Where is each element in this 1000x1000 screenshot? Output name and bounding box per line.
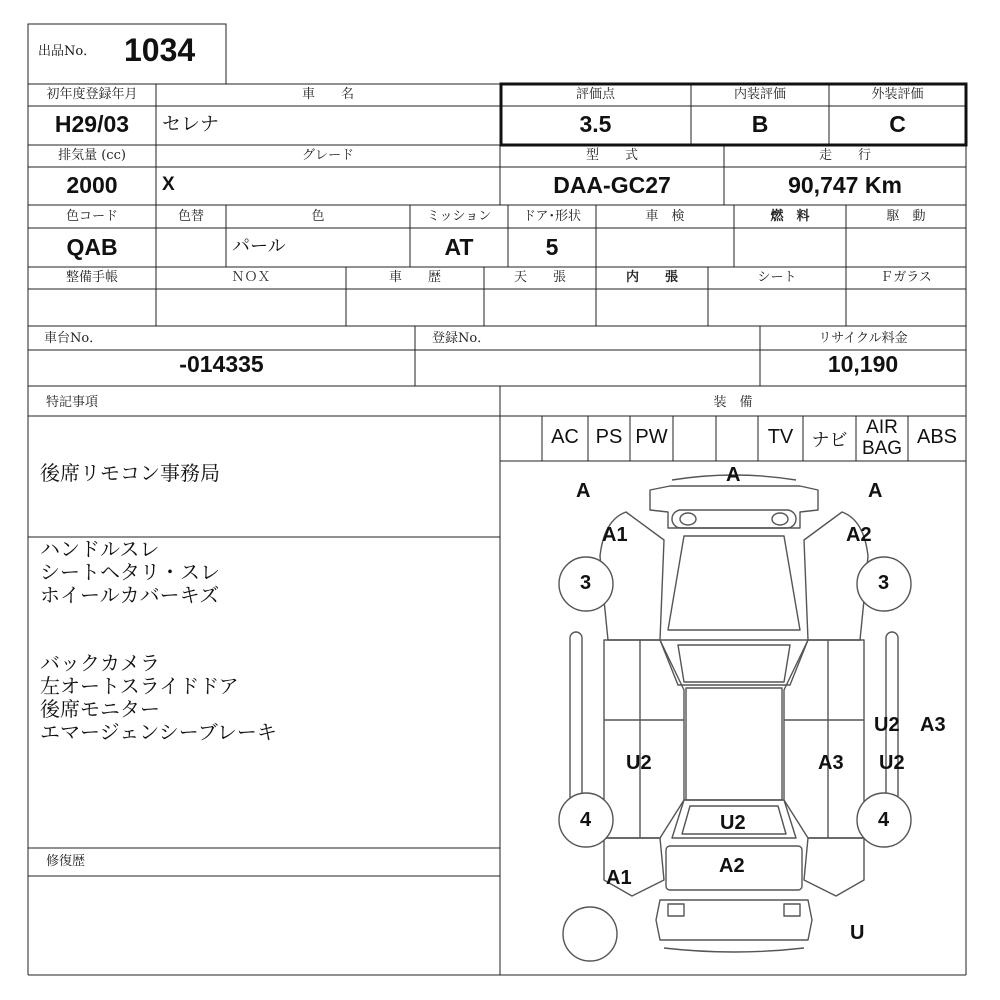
ceiling-label: 天 張 bbox=[513, 270, 566, 285]
exterior-grade-value: C bbox=[889, 111, 906, 137]
equip-tv: TV bbox=[767, 426, 794, 448]
nox-label: ＮＯＸ bbox=[231, 270, 271, 285]
windshield bbox=[660, 640, 808, 685]
mark-front-center: A bbox=[726, 464, 741, 486]
mark-rear-left-tire: 4 bbox=[580, 809, 592, 831]
mark-rear-glass: U2 bbox=[720, 812, 746, 834]
model-code-label: 型 式 bbox=[585, 148, 638, 163]
chassis-number-value: -014335 bbox=[179, 351, 264, 377]
mileage-value: 90,747 Km bbox=[788, 172, 902, 198]
front-glass-label: Ｆガラス bbox=[880, 270, 932, 285]
mark-front-right: A bbox=[868, 480, 883, 502]
score-value: 3.5 bbox=[579, 111, 612, 137]
color-value: パール bbox=[232, 236, 286, 257]
mark-right-door-u2: U2 bbox=[874, 714, 900, 736]
grade-value: X bbox=[162, 174, 175, 195]
mark-rear-bumper: U bbox=[850, 922, 865, 944]
spare-tire bbox=[563, 907, 617, 961]
grade-label: グレード bbox=[301, 148, 354, 163]
roof-outline bbox=[686, 688, 782, 800]
repaint-label: 色替 bbox=[177, 209, 204, 224]
seat-label: シート bbox=[757, 270, 797, 285]
equip-navi: ナビ bbox=[811, 430, 848, 451]
door-label: ドア･形状 bbox=[522, 209, 582, 224]
registration-number-label: 登録No． bbox=[432, 331, 491, 346]
repair-history-label: 修復歴 bbox=[46, 854, 86, 869]
equip-airbag: AIR BAG bbox=[861, 417, 903, 459]
equip-ac: AC bbox=[551, 426, 579, 448]
recycle-fee-label: リサイクル料金 bbox=[818, 331, 908, 346]
fuel-label: 燃 料 bbox=[770, 209, 810, 224]
drive-label: 駆 動 bbox=[886, 209, 926, 224]
mark-left-front-fender: A1 bbox=[602, 524, 628, 546]
reg-date-label: 初年度登録年月 bbox=[46, 87, 138, 102]
right-rear-fender bbox=[804, 838, 864, 896]
color-code-value: QAB bbox=[66, 234, 118, 260]
mark-front-right-tire: 3 bbox=[878, 572, 890, 594]
left-step bbox=[570, 632, 582, 808]
maintenance-record-label: 整備手帳 bbox=[65, 270, 118, 285]
equipment-label: 装 備 bbox=[713, 395, 753, 410]
equip-ps: PS bbox=[595, 426, 623, 448]
displacement-value: 2000 bbox=[66, 172, 118, 198]
mark-right-front-fender: A2 bbox=[846, 524, 872, 546]
lot-number: 1034 bbox=[124, 32, 196, 68]
equip-abs: ABS bbox=[916, 426, 958, 448]
equipment-notes: バックカメラ 左オートスライドドア 後席モニター エマージェンシーブレーキ bbox=[40, 651, 277, 744]
lot-number-box bbox=[28, 24, 226, 84]
mark-left-door-u2: U2 bbox=[626, 752, 652, 774]
exterior-grade-label: 外装評価 bbox=[871, 87, 924, 102]
interior-grade-value: B bbox=[751, 111, 769, 137]
model-code-value: DAA-GC27 bbox=[553, 172, 671, 198]
mileage-label: 走 行 bbox=[818, 148, 871, 163]
door-value: 5 bbox=[545, 234, 559, 260]
transmission-value: AT bbox=[444, 234, 474, 260]
vehicle-history-label: 車 歴 bbox=[388, 270, 441, 285]
mark-front-left: A bbox=[576, 480, 591, 502]
recycle-fee-value: 10,190 bbox=[827, 351, 899, 377]
hood-outline bbox=[668, 536, 800, 630]
mark-rear-right-tire: 4 bbox=[878, 809, 890, 831]
equip-pw: PW bbox=[635, 426, 668, 448]
reg-date-value: H29/03 bbox=[54, 111, 130, 137]
mark-right-door-a3: A3 bbox=[920, 714, 946, 736]
special-notes-label: 特記事項 bbox=[46, 395, 99, 410]
car-name-label: 車 名 bbox=[301, 87, 354, 102]
front-bumper-outline bbox=[650, 486, 818, 528]
inspection-label: 車 検 bbox=[645, 209, 685, 224]
interior-trim-label: 内 張 bbox=[625, 270, 678, 285]
special-notes-line: 後席リモコン事務局 bbox=[40, 461, 220, 485]
condition-notes: ハンドルスレ シートヘタリ・スレ ホイールカバーキズ bbox=[40, 537, 220, 607]
displacement-label: 排気量 (cc) bbox=[58, 148, 126, 163]
chassis-number-label: 車台No． bbox=[44, 331, 103, 346]
mark-right-rear-a3: A3 bbox=[818, 752, 844, 774]
transmission-label: ミッション bbox=[426, 209, 492, 224]
mark-back-door: A2 bbox=[719, 855, 745, 877]
car-name-value: セレナ bbox=[162, 113, 220, 135]
lot-label: 出品No． bbox=[38, 44, 97, 59]
color-code-label: 色コード bbox=[65, 209, 118, 224]
interior-grade-label: 内装評価 bbox=[733, 87, 786, 102]
mark-rear-left: A1 bbox=[606, 867, 632, 889]
rear-bumper-outline bbox=[656, 900, 812, 940]
color-label: 色 bbox=[311, 209, 325, 224]
mark-front-left-tire: 3 bbox=[580, 572, 592, 594]
score-label: 評価点 bbox=[575, 87, 615, 102]
mark-right-rear-u2: U2 bbox=[879, 752, 905, 774]
